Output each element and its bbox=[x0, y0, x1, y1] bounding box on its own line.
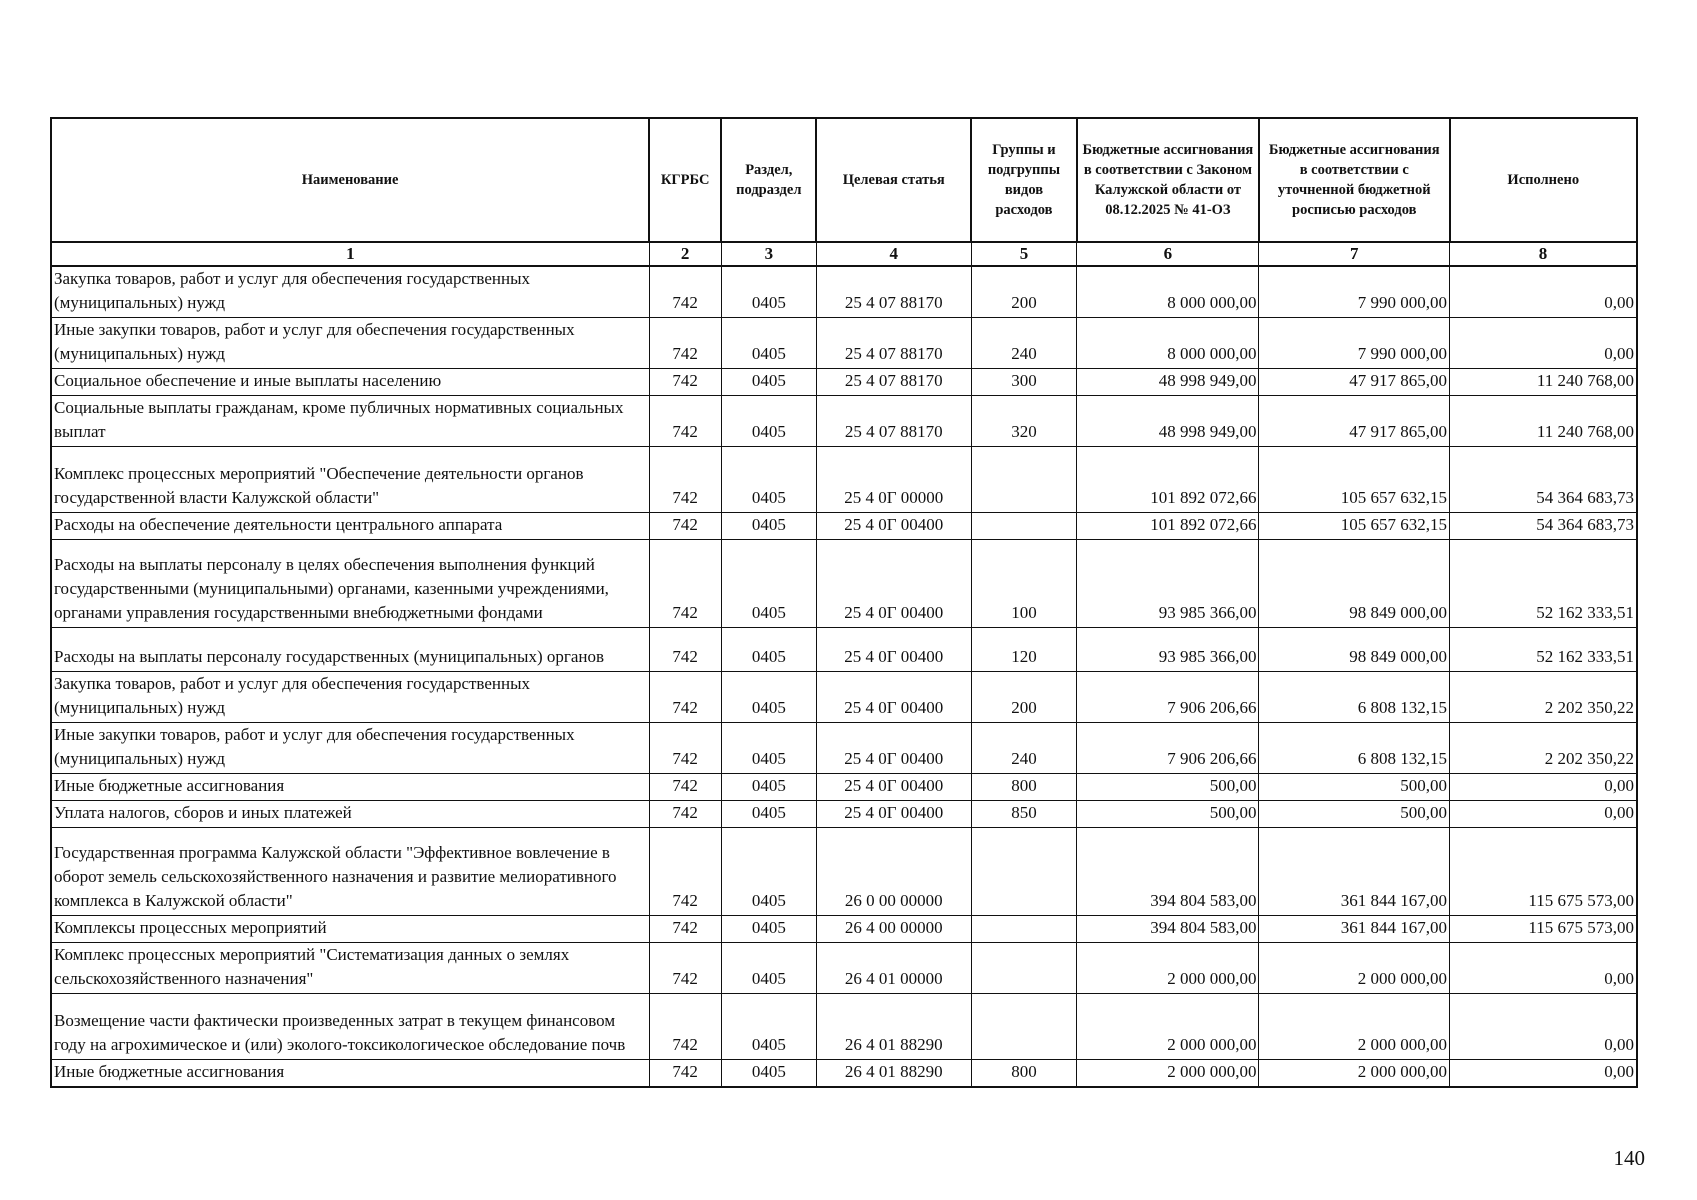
table-row bbox=[51, 1060, 1637, 1088]
cell-kgrbs: 742 bbox=[649, 774, 721, 801]
cell-law: 48 998 949,00 bbox=[1077, 396, 1259, 447]
cell-name: Комплексы процессных мероприятий bbox=[51, 916, 649, 943]
cell-group bbox=[971, 916, 1077, 943]
table-row bbox=[51, 774, 1637, 801]
cell-law: 500,00 bbox=[1077, 774, 1259, 801]
cell-kgrbs: 742 bbox=[649, 513, 721, 540]
cell-executed: 2 202 350,22 bbox=[1450, 723, 1637, 774]
cell-target: 26 4 01 00000 bbox=[816, 943, 971, 994]
header-refined: Бюджетные ассигнования в соответствии с уточненной бюджетной росписью расходов bbox=[1259, 118, 1450, 242]
cell-target: 25 4 0Г 00400 bbox=[816, 774, 971, 801]
table-row bbox=[51, 723, 1637, 774]
cell-target: 25 4 0Г 00400 bbox=[816, 672, 971, 723]
cell-name: Комплекс процессных мероприятий "Систематизация данных о землях сельскохозяйственного назначения" bbox=[51, 943, 649, 994]
cell-name: Иные закупки товаров, работ и услуг для обеспечения государственных (муниципальных) нужд bbox=[51, 318, 649, 369]
cell-group bbox=[971, 943, 1077, 994]
column-number: 2 bbox=[649, 242, 721, 266]
cell-group: 200 bbox=[971, 672, 1077, 723]
table-row bbox=[51, 943, 1637, 994]
cell-refined: 500,00 bbox=[1259, 774, 1450, 801]
cell-section: 0405 bbox=[721, 540, 816, 628]
cell-section: 0405 bbox=[721, 916, 816, 943]
cell-refined: 47 917 865,00 bbox=[1259, 369, 1450, 396]
cell-law: 7 906 206,66 bbox=[1077, 723, 1259, 774]
cell-kgrbs: 742 bbox=[649, 540, 721, 628]
cell-target: 26 4 01 88290 bbox=[816, 994, 971, 1060]
cell-executed: 0,00 bbox=[1450, 801, 1637, 828]
cell-name: Возмещение части фактически произведенных затрат в текущем финансовом году на агрохимическое и (или) эколого-токсикологическое обследование почв bbox=[51, 994, 649, 1060]
header-executed: Исполнено bbox=[1450, 118, 1637, 242]
column-number: 7 bbox=[1259, 242, 1450, 266]
header-law: Бюджетные ассигнования в соответствии с Законом Калужской области от 08.12.2025 № 41-ОЗ bbox=[1077, 118, 1259, 242]
cell-group: 240 bbox=[971, 723, 1077, 774]
cell-law: 394 804 583,00 bbox=[1077, 828, 1259, 916]
cell-executed: 2 202 350,22 bbox=[1450, 672, 1637, 723]
cell-section: 0405 bbox=[721, 513, 816, 540]
table-row bbox=[51, 513, 1637, 540]
cell-group bbox=[971, 994, 1077, 1060]
cell-group: 320 bbox=[971, 396, 1077, 447]
cell-target: 25 4 07 88170 bbox=[816, 396, 971, 447]
header-group: Группы и подгруппы видов расходов bbox=[971, 118, 1077, 242]
header-section: Раздел, подраздел bbox=[721, 118, 816, 242]
table-row bbox=[51, 369, 1637, 396]
cell-group: 200 bbox=[971, 266, 1077, 318]
cell-name: Социальное обеспечение и иные выплаты населению bbox=[51, 369, 649, 396]
cell-executed: 0,00 bbox=[1450, 1060, 1637, 1088]
cell-kgrbs: 742 bbox=[649, 916, 721, 943]
table-row bbox=[51, 828, 1637, 916]
cell-section: 0405 bbox=[721, 774, 816, 801]
cell-kgrbs: 742 bbox=[649, 801, 721, 828]
header-row bbox=[51, 118, 1637, 242]
budget-table bbox=[50, 117, 1638, 1088]
cell-target: 26 4 01 88290 bbox=[816, 1060, 971, 1088]
cell-section: 0405 bbox=[721, 723, 816, 774]
cell-executed: 52 162 333,51 bbox=[1450, 540, 1637, 628]
cell-refined: 47 917 865,00 bbox=[1259, 396, 1450, 447]
column-number-row bbox=[51, 242, 1637, 266]
cell-kgrbs: 742 bbox=[649, 628, 721, 672]
cell-name: Расходы на выплаты персоналу государственных (муниципальных) органов bbox=[51, 628, 649, 672]
table-row bbox=[51, 540, 1637, 628]
cell-executed: 52 162 333,51 bbox=[1450, 628, 1637, 672]
cell-section: 0405 bbox=[721, 396, 816, 447]
cell-refined: 2 000 000,00 bbox=[1259, 994, 1450, 1060]
cell-name: Уплата налогов, сборов и иных платежей bbox=[51, 801, 649, 828]
column-number: 8 bbox=[1450, 242, 1637, 266]
cell-refined: 6 808 132,15 bbox=[1259, 672, 1450, 723]
cell-group: 850 bbox=[971, 801, 1077, 828]
cell-executed: 54 364 683,73 bbox=[1450, 513, 1637, 540]
cell-executed: 11 240 768,00 bbox=[1450, 369, 1637, 396]
cell-law: 7 906 206,66 bbox=[1077, 672, 1259, 723]
cell-law: 48 998 949,00 bbox=[1077, 369, 1259, 396]
cell-group: 300 bbox=[971, 369, 1077, 396]
cell-kgrbs: 742 bbox=[649, 672, 721, 723]
column-number: 4 bbox=[816, 242, 971, 266]
cell-section: 0405 bbox=[721, 828, 816, 916]
cell-section: 0405 bbox=[721, 369, 816, 396]
cell-section: 0405 bbox=[721, 672, 816, 723]
cell-section: 0405 bbox=[721, 1060, 816, 1088]
cell-name: Расходы на обеспечение деятельности центрального аппарата bbox=[51, 513, 649, 540]
column-number: 6 bbox=[1077, 242, 1259, 266]
cell-executed: 0,00 bbox=[1450, 943, 1637, 994]
cell-law: 394 804 583,00 bbox=[1077, 916, 1259, 943]
cell-refined: 361 844 167,00 bbox=[1259, 916, 1450, 943]
column-number: 1 bbox=[51, 242, 649, 266]
cell-executed: 11 240 768,00 bbox=[1450, 396, 1637, 447]
cell-refined: 6 808 132,15 bbox=[1259, 723, 1450, 774]
cell-kgrbs: 742 bbox=[649, 943, 721, 994]
cell-group: 800 bbox=[971, 774, 1077, 801]
cell-law: 2 000 000,00 bbox=[1077, 943, 1259, 994]
header-target: Целевая статья bbox=[816, 118, 971, 242]
cell-refined: 2 000 000,00 bbox=[1259, 943, 1450, 994]
cell-group: 100 bbox=[971, 540, 1077, 628]
header-kgrbs: КГРБС bbox=[649, 118, 721, 242]
cell-group: 240 bbox=[971, 318, 1077, 369]
cell-kgrbs: 742 bbox=[649, 828, 721, 916]
cell-refined: 105 657 632,15 bbox=[1259, 513, 1450, 540]
cell-name: Иные закупки товаров, работ и услуг для обеспечения государственных (муниципальных) нужд bbox=[51, 723, 649, 774]
cell-law: 8 000 000,00 bbox=[1077, 266, 1259, 318]
cell-name: Иные бюджетные ассигнования bbox=[51, 1060, 649, 1088]
cell-name: Социальные выплаты гражданам, кроме публичных нормативных социальных выплат bbox=[51, 396, 649, 447]
cell-kgrbs: 742 bbox=[649, 994, 721, 1060]
cell-target: 26 0 00 00000 bbox=[816, 828, 971, 916]
cell-group bbox=[971, 513, 1077, 540]
table-body bbox=[51, 266, 1637, 1087]
table-row bbox=[51, 447, 1637, 513]
cell-group bbox=[971, 828, 1077, 916]
cell-section: 0405 bbox=[721, 994, 816, 1060]
cell-law: 101 892 072,66 bbox=[1077, 447, 1259, 513]
cell-section: 0405 bbox=[721, 628, 816, 672]
cell-section: 0405 bbox=[721, 943, 816, 994]
cell-kgrbs: 742 bbox=[649, 396, 721, 447]
table-row bbox=[51, 396, 1637, 447]
table-row bbox=[51, 318, 1637, 369]
cell-kgrbs: 742 bbox=[649, 318, 721, 369]
cell-section: 0405 bbox=[721, 801, 816, 828]
cell-name: Закупка товаров, работ и услуг для обеспечения государственных (муниципальных) нужд bbox=[51, 266, 649, 318]
table-row bbox=[51, 672, 1637, 723]
cell-law: 2 000 000,00 bbox=[1077, 994, 1259, 1060]
cell-target: 25 4 0Г 00400 bbox=[816, 723, 971, 774]
cell-refined: 98 849 000,00 bbox=[1259, 628, 1450, 672]
cell-refined: 7 990 000,00 bbox=[1259, 266, 1450, 318]
cell-group: 120 bbox=[971, 628, 1077, 672]
table-row bbox=[51, 994, 1637, 1060]
cell-kgrbs: 742 bbox=[649, 369, 721, 396]
cell-name: Закупка товаров, работ и услуг для обеспечения государственных (муниципальных) нужд bbox=[51, 672, 649, 723]
header-name: Наименование bbox=[51, 118, 649, 242]
cell-law: 93 985 366,00 bbox=[1077, 628, 1259, 672]
page-number: 140 bbox=[1613, 1146, 1645, 1170]
table-row bbox=[51, 801, 1637, 828]
cell-section: 0405 bbox=[721, 266, 816, 318]
cell-refined: 98 849 000,00 bbox=[1259, 540, 1450, 628]
cell-target: 25 4 0Г 00000 bbox=[816, 447, 971, 513]
cell-executed: 0,00 bbox=[1450, 266, 1637, 318]
cell-kgrbs: 742 bbox=[649, 447, 721, 513]
table-row bbox=[51, 628, 1637, 672]
column-number: 5 bbox=[971, 242, 1077, 266]
cell-target: 25 4 0Г 00400 bbox=[816, 540, 971, 628]
cell-executed: 0,00 bbox=[1450, 994, 1637, 1060]
cell-section: 0405 bbox=[721, 447, 816, 513]
cell-law: 93 985 366,00 bbox=[1077, 540, 1259, 628]
cell-target: 26 4 00 00000 bbox=[816, 916, 971, 943]
cell-target: 25 4 0Г 00400 bbox=[816, 801, 971, 828]
cell-executed: 0,00 bbox=[1450, 318, 1637, 369]
column-number: 3 bbox=[721, 242, 816, 266]
cell-refined: 361 844 167,00 bbox=[1259, 828, 1450, 916]
cell-target: 25 4 07 88170 bbox=[816, 266, 971, 318]
cell-law: 2 000 000,00 bbox=[1077, 1060, 1259, 1088]
cell-executed: 0,00 bbox=[1450, 774, 1637, 801]
cell-refined: 105 657 632,15 bbox=[1259, 447, 1450, 513]
cell-kgrbs: 742 bbox=[649, 723, 721, 774]
cell-refined: 500,00 bbox=[1259, 801, 1450, 828]
cell-group: 800 bbox=[971, 1060, 1077, 1088]
cell-law: 8 000 000,00 bbox=[1077, 318, 1259, 369]
cell-target: 25 4 07 88170 bbox=[816, 318, 971, 369]
cell-executed: 54 364 683,73 bbox=[1450, 447, 1637, 513]
cell-kgrbs: 742 bbox=[649, 266, 721, 318]
cell-target: 25 4 0Г 00400 bbox=[816, 513, 971, 540]
cell-name: Иные бюджетные ассигнования bbox=[51, 774, 649, 801]
cell-target: 25 4 07 88170 bbox=[816, 369, 971, 396]
cell-kgrbs: 742 bbox=[649, 1060, 721, 1088]
cell-section: 0405 bbox=[721, 318, 816, 369]
cell-target: 25 4 0Г 00400 bbox=[816, 628, 971, 672]
cell-name: Комплекс процессных мероприятий "Обеспечение деятельности органов государственной власти Калужской области" bbox=[51, 447, 649, 513]
cell-law: 500,00 bbox=[1077, 801, 1259, 828]
cell-executed: 115 675 573,00 bbox=[1450, 916, 1637, 943]
table-row bbox=[51, 266, 1637, 318]
cell-name: Расходы на выплаты персоналу в целях обеспечения выполнения функций государственными (муниципальными) органами, казенными учреждениями, органами управления государственными внебюджетными фондами bbox=[51, 540, 649, 628]
cell-name: Государственная программа Калужской области "Эффективное вовлечение в оборот земель сельскохозяйственного назначения и развитие мелиоративного комплекса в Калужской области" bbox=[51, 828, 649, 916]
table-row bbox=[51, 916, 1637, 943]
cell-refined: 7 990 000,00 bbox=[1259, 318, 1450, 369]
cell-executed: 115 675 573,00 bbox=[1450, 828, 1637, 916]
cell-refined: 2 000 000,00 bbox=[1259, 1060, 1450, 1088]
cell-law: 101 892 072,66 bbox=[1077, 513, 1259, 540]
cell-group bbox=[971, 447, 1077, 513]
